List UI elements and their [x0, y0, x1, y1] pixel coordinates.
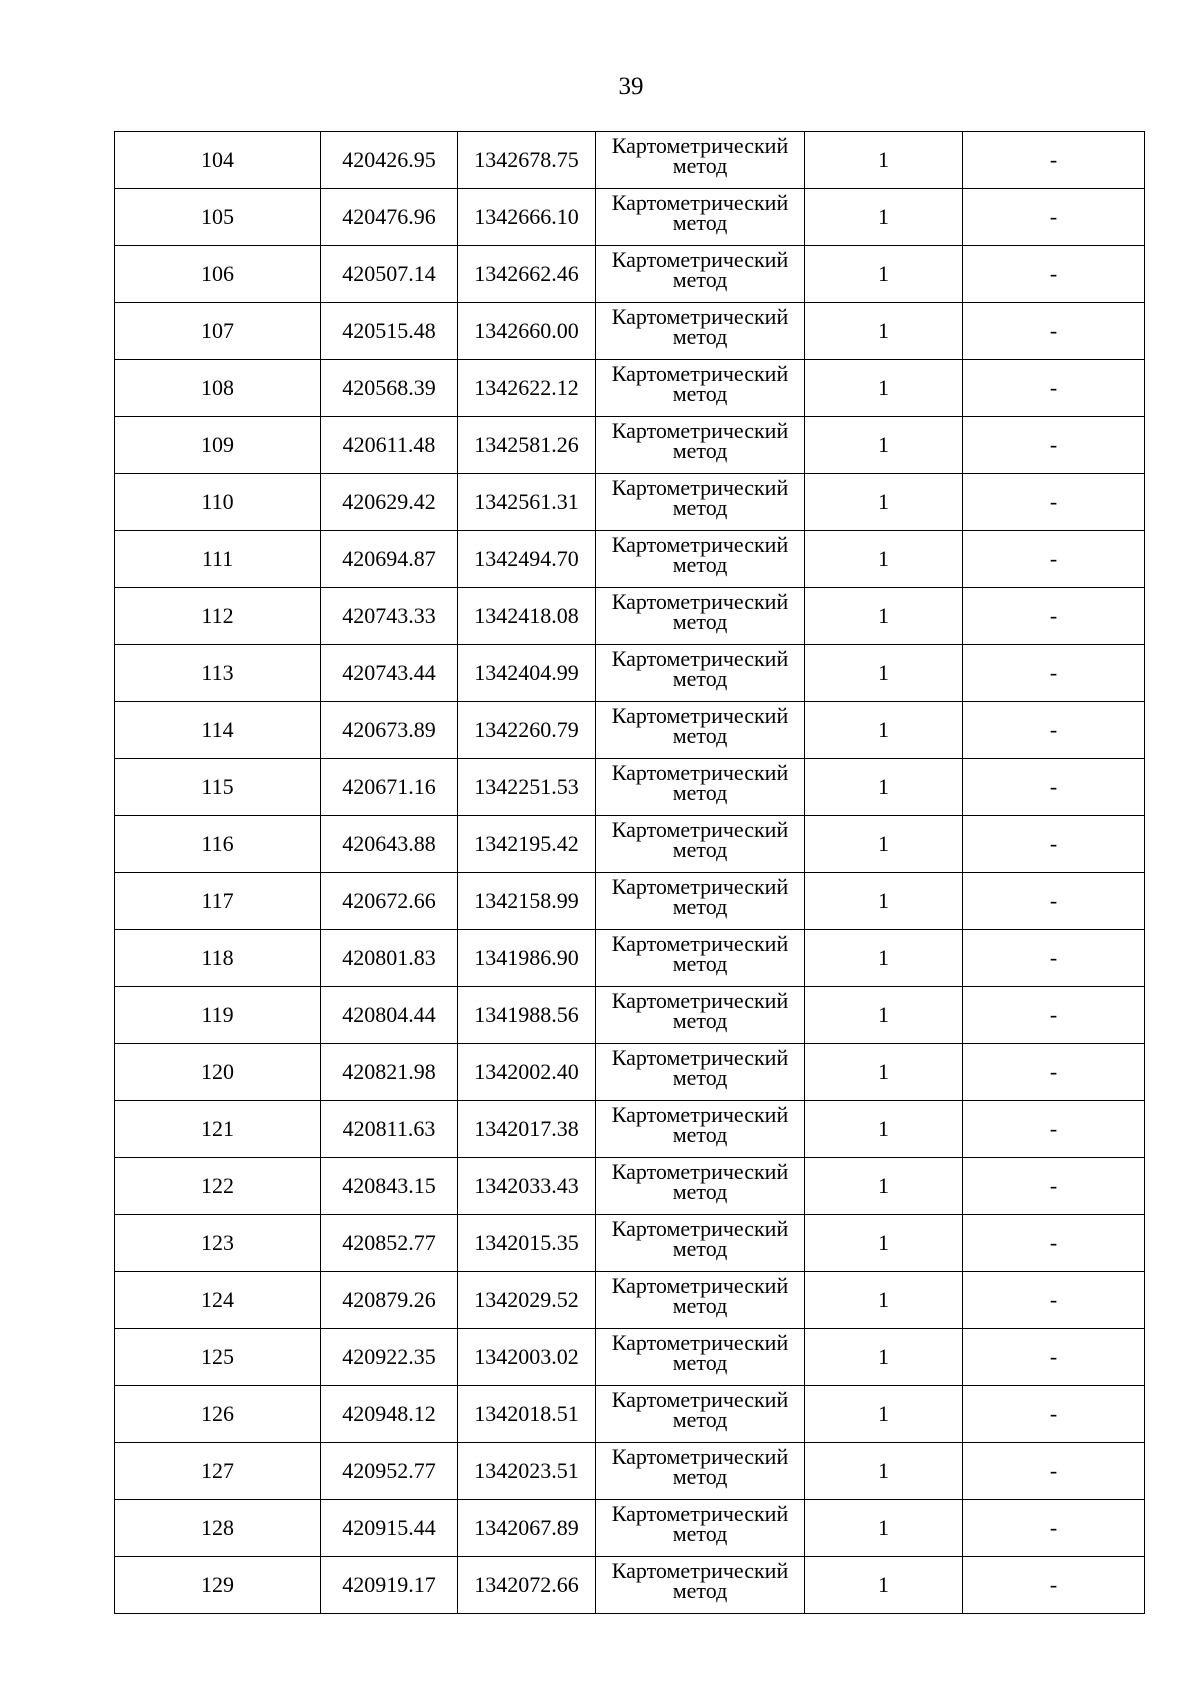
table-row: [115, 1386, 1145, 1443]
table-row: [115, 1272, 1145, 1329]
description-cell: -: [963, 1158, 1145, 1215]
table-row: [115, 1329, 1145, 1386]
y-coordinate-cell: 1341988.56: [458, 987, 596, 1044]
method-line-1: Картометрический: [611, 1387, 789, 1412]
y-coordinate-cell: 1342418.08: [458, 588, 596, 645]
y-coordinate-cell: 1342017.38: [458, 1101, 596, 1158]
y-coordinate-cell: 1342002.40: [458, 1044, 596, 1101]
table-row: [115, 474, 1145, 531]
x-coordinate-cell: 420629.42: [321, 474, 458, 531]
accuracy-cell: 1: [805, 1443, 963, 1500]
method-line-1: Картометрический: [611, 703, 789, 728]
method-cell: [596, 1215, 805, 1272]
description-cell: -: [963, 588, 1145, 645]
method-line-1: Картометрический: [611, 133, 789, 158]
method-line-1: Картометрический: [611, 247, 789, 272]
method-cell: [596, 303, 805, 360]
method-line-1: Картометрический: [611, 1159, 789, 1184]
point-number-cell: 112: [115, 588, 321, 645]
y-coordinate-cell: 1342003.02: [458, 1329, 596, 1386]
method-line-2: метод: [672, 951, 728, 976]
table-row: [115, 987, 1145, 1044]
point-number-cell: 125: [115, 1329, 321, 1386]
method-line-2: метод: [672, 666, 728, 691]
x-coordinate-cell: 420804.44: [321, 987, 458, 1044]
x-coordinate-cell: 420948.12: [321, 1386, 458, 1443]
method-line-1: Картометрический: [611, 817, 789, 842]
y-coordinate-cell: 1342494.70: [458, 531, 596, 588]
table-row: [115, 1443, 1145, 1500]
method-line-2: метод: [672, 552, 728, 577]
description-cell: -: [963, 987, 1145, 1044]
method-line-2: метод: [672, 1407, 728, 1432]
description-cell: -: [963, 816, 1145, 873]
point-number-cell: 116: [115, 816, 321, 873]
method-line-1: Картометрический: [611, 418, 789, 443]
table-row: [115, 531, 1145, 588]
method-cell: [596, 702, 805, 759]
point-number-cell: 113: [115, 645, 321, 702]
point-number-cell: 120: [115, 1044, 321, 1101]
method-cell: [596, 930, 805, 987]
method-cell: [596, 417, 805, 474]
table-row: [115, 759, 1145, 816]
x-coordinate-cell: 420507.14: [321, 246, 458, 303]
coordinates-table: [114, 131, 1145, 1614]
accuracy-cell: 1: [805, 702, 963, 759]
accuracy-cell: 1: [805, 816, 963, 873]
method-line-2: метод: [672, 1578, 728, 1603]
point-number-cell: 126: [115, 1386, 321, 1443]
description-cell: -: [963, 645, 1145, 702]
description-cell: -: [963, 474, 1145, 531]
point-number-cell: 110: [115, 474, 321, 531]
method-line-1: Картометрический: [611, 931, 789, 956]
method-line-2: метод: [672, 324, 728, 349]
description-cell: -: [963, 1443, 1145, 1500]
accuracy-cell: 1: [805, 987, 963, 1044]
description-cell: -: [963, 360, 1145, 417]
method-line-2: метод: [672, 1179, 728, 1204]
coordinates-table-body: [115, 132, 1145, 1614]
point-number-cell: 117: [115, 873, 321, 930]
method-line-1: Картометрический: [611, 304, 789, 329]
point-number-cell: 118: [115, 930, 321, 987]
x-coordinate-cell: 420811.63: [321, 1101, 458, 1158]
table-row: [115, 1044, 1145, 1101]
point-number-cell: 109: [115, 417, 321, 474]
method-line-2: метод: [672, 780, 728, 805]
method-line-2: метод: [672, 1122, 728, 1147]
method-line-1: Картометрический: [611, 532, 789, 557]
y-coordinate-cell: 1342678.75: [458, 132, 596, 189]
accuracy-cell: 1: [805, 417, 963, 474]
table-row: [115, 417, 1145, 474]
y-coordinate-cell: 1342404.99: [458, 645, 596, 702]
method-line-2: метод: [672, 1065, 728, 1090]
x-coordinate-cell: 420672.66: [321, 873, 458, 930]
method-cell: [596, 759, 805, 816]
y-coordinate-cell: 1342158.99: [458, 873, 596, 930]
x-coordinate-cell: 420843.15: [321, 1158, 458, 1215]
method-cell: [596, 246, 805, 303]
method-cell: [596, 360, 805, 417]
x-coordinate-cell: 420879.26: [321, 1272, 458, 1329]
method-cell: [596, 1044, 805, 1101]
method-cell: [596, 1443, 805, 1500]
method-cell: [596, 1101, 805, 1158]
y-coordinate-cell: 1342260.79: [458, 702, 596, 759]
table-row: [115, 645, 1145, 702]
method-cell: [596, 1158, 805, 1215]
accuracy-cell: 1: [805, 1272, 963, 1329]
method-line-2: метод: [672, 381, 728, 406]
method-line-2: метод: [672, 210, 728, 235]
table-row: [115, 1101, 1145, 1158]
description-cell: -: [963, 930, 1145, 987]
point-number-cell: 115: [115, 759, 321, 816]
y-coordinate-cell: 1342023.51: [458, 1443, 596, 1500]
method-cell: [596, 189, 805, 246]
x-coordinate-cell: 420801.83: [321, 930, 458, 987]
accuracy-cell: 1: [805, 1329, 963, 1386]
method-cell: [596, 1386, 805, 1443]
x-coordinate-cell: 420568.39: [321, 360, 458, 417]
method-line-1: Картометрический: [611, 190, 789, 215]
x-coordinate-cell: 420643.88: [321, 816, 458, 873]
method-cell: [596, 1329, 805, 1386]
x-coordinate-cell: 420852.77: [321, 1215, 458, 1272]
description-cell: -: [963, 1500, 1145, 1557]
method-line-2: метод: [672, 267, 728, 292]
table-row: [115, 873, 1145, 930]
method-cell: [596, 1500, 805, 1557]
description-cell: -: [963, 189, 1145, 246]
x-coordinate-cell: 420426.95: [321, 132, 458, 189]
point-number-cell: 124: [115, 1272, 321, 1329]
description-cell: -: [963, 1101, 1145, 1158]
method-cell: [596, 987, 805, 1044]
y-coordinate-cell: 1342660.00: [458, 303, 596, 360]
method-line-2: метод: [672, 1350, 728, 1375]
accuracy-cell: 1: [805, 1557, 963, 1614]
y-coordinate-cell: 1342018.51: [458, 1386, 596, 1443]
method-line-2: метод: [672, 1464, 728, 1489]
y-coordinate-cell: 1342561.31: [458, 474, 596, 531]
method-cell: [596, 873, 805, 930]
description-cell: -: [963, 132, 1145, 189]
accuracy-cell: 1: [805, 246, 963, 303]
x-coordinate-cell: 420915.44: [321, 1500, 458, 1557]
table-row: [115, 132, 1145, 189]
table-row: [115, 816, 1145, 873]
x-coordinate-cell: 420743.33: [321, 588, 458, 645]
method-line-1: Картометрический: [611, 361, 789, 386]
point-number-cell: 123: [115, 1215, 321, 1272]
description-cell: -: [963, 1215, 1145, 1272]
point-number-cell: 105: [115, 189, 321, 246]
description-cell: -: [963, 1272, 1145, 1329]
table-row: [115, 1158, 1145, 1215]
method-line-2: метод: [672, 894, 728, 919]
y-coordinate-cell: 1342072.66: [458, 1557, 596, 1614]
point-number-cell: 107: [115, 303, 321, 360]
y-coordinate-cell: 1342195.42: [458, 816, 596, 873]
x-coordinate-cell: 420919.17: [321, 1557, 458, 1614]
table-row: [115, 702, 1145, 759]
accuracy-cell: 1: [805, 1044, 963, 1101]
table-row: [115, 303, 1145, 360]
table-row: [115, 360, 1145, 417]
table-row: [115, 189, 1145, 246]
method-line-2: метод: [672, 1008, 728, 1033]
method-cell: [596, 816, 805, 873]
accuracy-cell: 1: [805, 303, 963, 360]
accuracy-cell: 1: [805, 189, 963, 246]
method-line-1: Картометрический: [611, 1444, 789, 1469]
point-number-cell: 129: [115, 1557, 321, 1614]
method-line-2: метод: [672, 495, 728, 520]
accuracy-cell: 1: [805, 474, 963, 531]
description-cell: -: [963, 303, 1145, 360]
point-number-cell: 108: [115, 360, 321, 417]
y-coordinate-cell: 1341986.90: [458, 930, 596, 987]
description-cell: -: [963, 702, 1145, 759]
method-line-1: Картометрический: [611, 1102, 789, 1127]
method-cell: [596, 1557, 805, 1614]
point-number-cell: 122: [115, 1158, 321, 1215]
point-number-cell: 127: [115, 1443, 321, 1500]
page-number: 39: [618, 73, 644, 100]
table-row: [115, 930, 1145, 987]
x-coordinate-cell: 420821.98: [321, 1044, 458, 1101]
method-cell: [596, 474, 805, 531]
method-line-2: метод: [672, 1236, 728, 1261]
accuracy-cell: 1: [805, 1386, 963, 1443]
method-line-2: метод: [672, 153, 728, 178]
description-cell: -: [963, 873, 1145, 930]
accuracy-cell: 1: [805, 873, 963, 930]
y-coordinate-cell: 1342581.26: [458, 417, 596, 474]
method-line-1: Картометрический: [611, 760, 789, 785]
point-number-cell: 114: [115, 702, 321, 759]
accuracy-cell: 1: [805, 1101, 963, 1158]
y-coordinate-cell: 1342622.12: [458, 360, 596, 417]
accuracy-cell: 1: [805, 1500, 963, 1557]
method-line-2: метод: [672, 1293, 728, 1318]
description-cell: -: [963, 1557, 1145, 1614]
x-coordinate-cell: 420743.44: [321, 645, 458, 702]
method-line-1: Картометрический: [611, 589, 789, 614]
method-line-2: метод: [672, 438, 728, 463]
x-coordinate-cell: 420671.16: [321, 759, 458, 816]
x-coordinate-cell: 420515.48: [321, 303, 458, 360]
point-number-cell: 104: [115, 132, 321, 189]
method-cell: [596, 645, 805, 702]
x-coordinate-cell: 420694.87: [321, 531, 458, 588]
method-line-1: Картометрический: [611, 646, 789, 671]
method-line-1: Картометрический: [611, 1330, 789, 1355]
description-cell: -: [963, 417, 1145, 474]
description-cell: -: [963, 1386, 1145, 1443]
point-number-cell: 128: [115, 1500, 321, 1557]
method-line-1: Картометрический: [611, 874, 789, 899]
method-cell: [596, 588, 805, 645]
y-coordinate-cell: 1342029.52: [458, 1272, 596, 1329]
table-row: [115, 1500, 1145, 1557]
description-cell: -: [963, 246, 1145, 303]
accuracy-cell: 1: [805, 1215, 963, 1272]
x-coordinate-cell: 420952.77: [321, 1443, 458, 1500]
method-cell: [596, 1272, 805, 1329]
method-line-2: метод: [672, 1521, 728, 1546]
x-coordinate-cell: 420611.48: [321, 417, 458, 474]
y-coordinate-cell: 1342251.53: [458, 759, 596, 816]
point-number-cell: 111: [115, 531, 321, 588]
y-coordinate-cell: 1342666.10: [458, 189, 596, 246]
accuracy-cell: 1: [805, 588, 963, 645]
method-line-1: Картометрический: [611, 1273, 789, 1298]
y-coordinate-cell: 1342067.89: [458, 1500, 596, 1557]
table-row: [115, 1215, 1145, 1272]
point-number-cell: 119: [115, 987, 321, 1044]
accuracy-cell: 1: [805, 759, 963, 816]
method-cell: [596, 531, 805, 588]
method-line-1: Картометрический: [611, 1045, 789, 1070]
method-line-1: Картометрический: [611, 988, 789, 1013]
method-line-1: Картометрический: [611, 1216, 789, 1241]
accuracy-cell: 1: [805, 531, 963, 588]
x-coordinate-cell: 420673.89: [321, 702, 458, 759]
method-line-1: Картометрический: [611, 1558, 789, 1583]
table-row: [115, 588, 1145, 645]
x-coordinate-cell: 420922.35: [321, 1329, 458, 1386]
accuracy-cell: 1: [805, 360, 963, 417]
y-coordinate-cell: 1342662.46: [458, 246, 596, 303]
accuracy-cell: 1: [805, 1158, 963, 1215]
description-cell: -: [963, 1044, 1145, 1101]
y-coordinate-cell: 1342015.35: [458, 1215, 596, 1272]
accuracy-cell: 1: [805, 132, 963, 189]
accuracy-cell: 1: [805, 645, 963, 702]
description-cell: -: [963, 1329, 1145, 1386]
method-cell: [596, 132, 805, 189]
method-line-1: Картометрический: [611, 1501, 789, 1526]
method-line-2: метод: [672, 609, 728, 634]
point-number-cell: 106: [115, 246, 321, 303]
x-coordinate-cell: 420476.96: [321, 189, 458, 246]
point-number-cell: 121: [115, 1101, 321, 1158]
description-cell: -: [963, 759, 1145, 816]
description-cell: -: [963, 531, 1145, 588]
accuracy-cell: 1: [805, 930, 963, 987]
method-line-2: метод: [672, 837, 728, 862]
table-row: [115, 1557, 1145, 1614]
y-coordinate-cell: 1342033.43: [458, 1158, 596, 1215]
method-line-1: Картометрический: [611, 475, 789, 500]
method-line-2: метод: [672, 723, 728, 748]
table-row: [115, 246, 1145, 303]
